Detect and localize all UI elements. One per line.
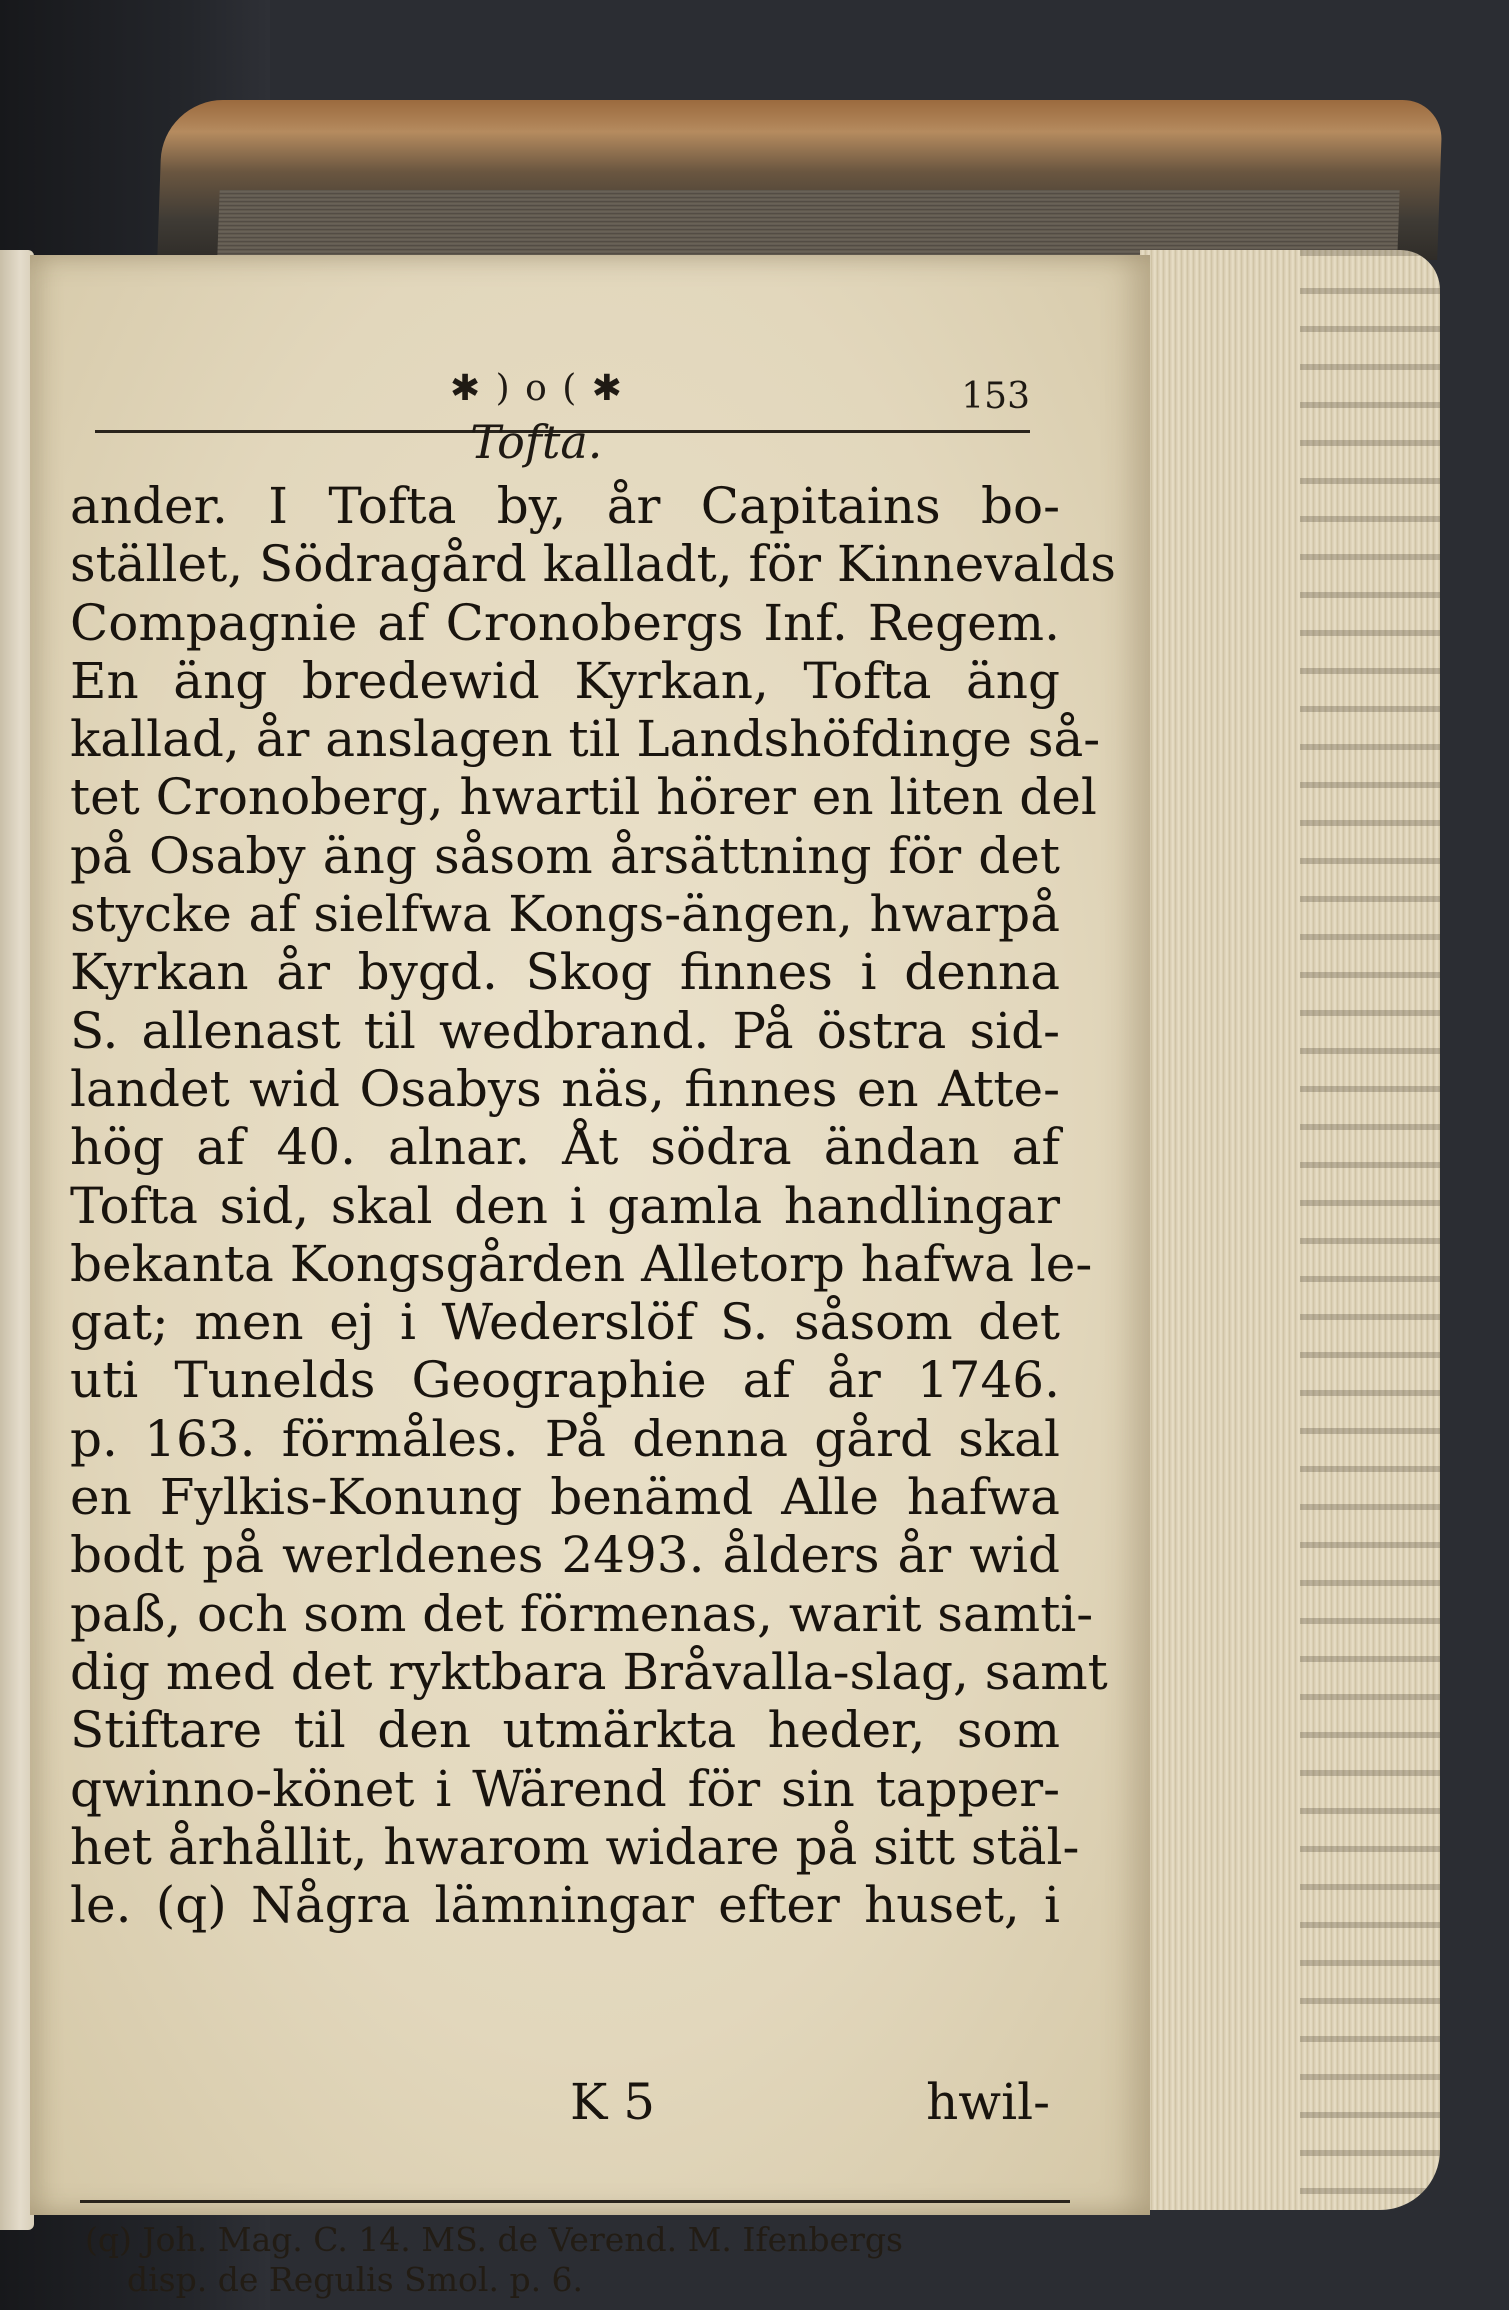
text-line: Kyrkan år bygd. Skog finnes i denna	[70, 943, 1060, 1002]
page-fore-edge	[1140, 250, 1440, 2210]
signature-mark: K 5	[570, 2073, 656, 2131]
footnote-line: (q) Joh. Mag. C. 14. MS. de Verend. M. Ifenbergs	[85, 2220, 903, 2259]
text-line: Tofta sid, skal den i gamla handlingar	[70, 1176, 1060, 1235]
text-line: kallad, år anslagen til Landshöfdinge så-	[70, 710, 1101, 769]
text-line: S. allenast til wedbrand. På östra sid-	[70, 1001, 1060, 1060]
page-number: 153	[961, 376, 1030, 417]
text-line: Stiftare til den utmärkta heder, som	[70, 1701, 1060, 1760]
text-line: tet Cronoberg, hwartil hörer en liten del	[70, 768, 1097, 827]
footnote-rule	[80, 2200, 1070, 2203]
text-line: qwinno-könet i Wärend för sin tapper-	[70, 1759, 1060, 1818]
text-line: bodt på werldenes 2493. ålders år wid	[70, 1526, 1060, 1585]
footnote-line: disp. de Regulis Smol. p. 6.	[127, 2260, 584, 2299]
running-title: Tofta.	[470, 415, 603, 469]
footnote	[85, 2220, 1065, 2300]
text-line: p. 163. förmåles. På denna gård skal	[70, 1409, 1060, 1468]
text-line: en Fylkis-Konung benämd Alle hafwa	[70, 1468, 1060, 1527]
book-top-edge	[157, 100, 1443, 260]
text-line: stycke af sielfwa Kongs-ängen, hwarpå	[70, 885, 1060, 944]
header-ornament: ✱ ) o ( ✱	[450, 368, 624, 409]
signature-line	[70, 2073, 1060, 2205]
text-line: dig med det ryktbara Bråvalla-slag, samt	[70, 1642, 1108, 1701]
facing-page-edge	[0, 250, 34, 2230]
text-line: le. (q) Några lämningar efter huset, i	[70, 1876, 1060, 1935]
text-line: bekanta Kongsgården Alletorp hafwa le-	[70, 1234, 1093, 1293]
book-page	[30, 255, 1150, 2299]
text-line: ander. I Tofta by, år Capitains bo-	[70, 477, 1060, 535]
text-line: Compagnie af Cronobergs Inf. Regem.	[70, 593, 1060, 652]
text-line: En äng bredewid Kyrkan, Tofta äng	[70, 651, 1060, 710]
text-line: uti Tunelds Geographie af år 1746.	[70, 1351, 1060, 1410]
catchword: hwil-	[926, 2073, 1050, 2131]
body-text	[70, 477, 1116, 1935]
text-line: landet wid Osabys näs, finnes en Atte-	[70, 1059, 1060, 1118]
text-line: het århållit, hwarom widare på sitt stäl-	[70, 1817, 1080, 1876]
text-line: gat; men ej i Wederslöf S. såsom det	[70, 1293, 1060, 1352]
text-line: på Osaby äng såsom årsättning för det	[70, 826, 1060, 885]
text-line: paß, och som det förmenas, warit samti-	[70, 1584, 1094, 1643]
text-line: stället, Södragård kalladt, för Kinnevalds	[70, 535, 1116, 594]
text-line: hög af 40. alnar. Åt södra ändan af	[70, 1118, 1060, 1177]
